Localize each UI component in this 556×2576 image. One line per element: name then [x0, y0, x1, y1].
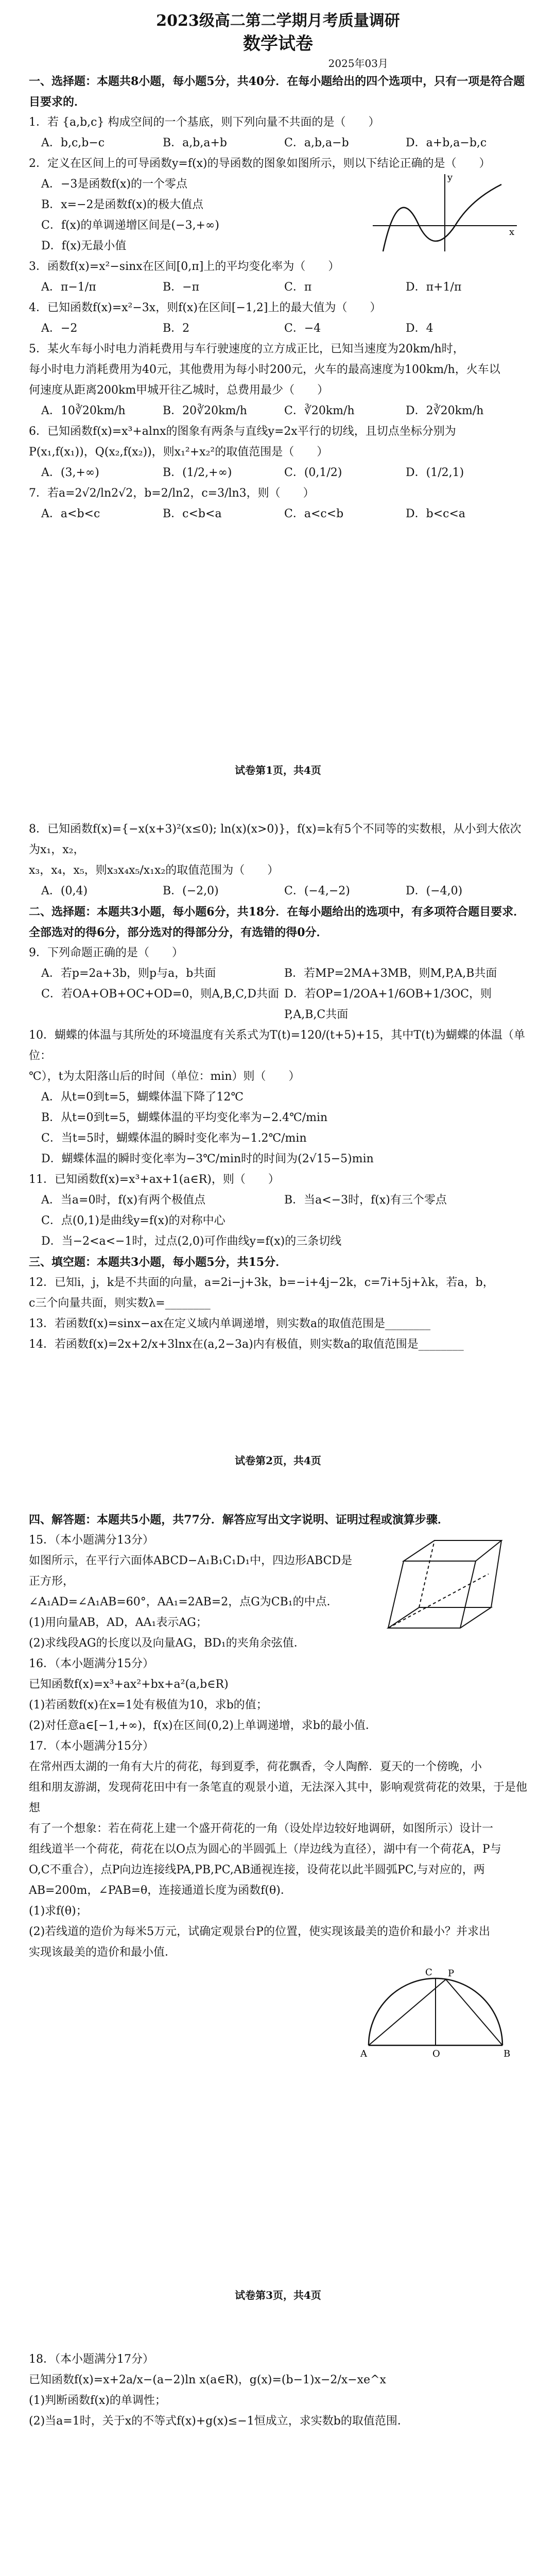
- q1-option-d: D．a+b,a−b,c: [406, 137, 487, 149]
- q15-line-2: ∠A₁AD=∠A₁AB=60°，AA₁=2AB=2，点G为CB₁的中点．: [29, 1596, 338, 1608]
- q9-option-c: C．若OA+OB+OC+OD=0，则A,B,C,D共面: [41, 988, 279, 1001]
- q3-option-a: A．π−1/π: [41, 281, 96, 294]
- page-2-footer: 试卷第2页，共4页: [235, 1454, 321, 1467]
- x-axis-label: x: [509, 227, 515, 238]
- q9-option-b: B．若MP=2MA+3MB，则M,P,A,B共面: [284, 967, 497, 980]
- q3-option-d: D．π+1/π: [406, 281, 462, 294]
- q6-option-d: D．(1/2,1): [406, 466, 464, 479]
- q6-option-c: C．(0,1/2): [284, 466, 342, 479]
- q1-option-c: C．a,b,a−b: [284, 137, 349, 149]
- q6-option-a: A．(3,+∞): [41, 466, 99, 479]
- q10-option-b: B．从t=0到t=5，蝴蝶体温的平均变化率为−2.4℃/min: [41, 1111, 328, 1124]
- exam-subtitle: 数学试卷: [243, 33, 313, 54]
- q1-option-a: A．b,c,b−c: [41, 137, 105, 149]
- q16-heading: 16．（本小题满分15分）: [29, 1657, 154, 1670]
- q3-options: [29, 277, 527, 298]
- exam-date: 2025年03月: [328, 57, 388, 70]
- q13-stem: 13．若函数f(x)=sinx−ax在定义域内单调递增，则实数a的取值范围是________: [29, 1317, 431, 1330]
- page-1-footer: 试卷第1页，共4页: [235, 764, 321, 776]
- q17-part-1: (1)求f(θ)；: [29, 1905, 88, 1918]
- page-3: [0, 1510, 556, 2061]
- label-c: C: [425, 1967, 432, 1978]
- edge-dd1: [419, 1540, 435, 1607]
- q17-heading: 17．（本小题满分15分）: [29, 1740, 154, 1753]
- q18-part-2: (2)当a=1时，关于x的不等式f(x)+g(x)≤−1恒成立，求实数b的取值范围．: [29, 2415, 409, 2428]
- q1-option-b: B．a,b,a+b: [163, 137, 227, 149]
- q9-options-row-2: [29, 984, 527, 1025]
- q10-stem-line-1: 10．蝴蝶的体温与其所处的环境温度有关系式为T(t)=120/(t+5)+15，其中T(t)为蝴蝶的体温（单位：: [29, 1029, 526, 1062]
- label-o: O: [432, 2048, 440, 2059]
- exam-title: 2023级高二第二学期月考质量调研: [156, 12, 400, 30]
- q9-stem: 9．下列命题正确的是（ ）: [29, 946, 183, 959]
- q8-option-d: D．(−4,0): [406, 885, 463, 897]
- q8-option-b: B．(−2,0): [163, 885, 219, 897]
- q5-stem-line-1: 5．某火车每小时电力消耗费用与车行驶速度的立方成正比，已知当速度为20km/h时，: [29, 343, 464, 355]
- derivative-curve: [383, 184, 501, 251]
- q17-line-3: 有了一个想象：若在荷花上建一个盛开荷花的一角（设处岸边较好地调研，如图所示）设计一: [29, 1822, 494, 1835]
- q16-stem: 已知函数f(x)=x³+ax²+bx+a²(a,b∈R): [29, 1678, 229, 1691]
- label-b: B: [503, 2048, 511, 2059]
- q6-stem-line-2: P(x₁,f(x₁))，Q(x₂,f(x₂))，则x₁²+x₂²的取值范围是（ ）: [29, 446, 328, 459]
- q8-stem-line-2: x₃，x₄，x₅，则x₃x₄x₅/x₁x₂的取值范围为（ ）: [29, 864, 279, 877]
- section-2-heading: 二、选择题：本题共3小题，每小题6分，共18分．在每小题给出的选项中，有多项符合题目要求．全部选对的得6分，部分选对的得部分分，有选错的得0分．: [29, 905, 525, 939]
- edge-aa1: [388, 1561, 404, 1628]
- q10-option-a: A．从t=0到t=5，蝴蝶体温下降了12℃: [41, 1091, 244, 1104]
- q17-line-1: 在常州西太湖的一角有大片的荷花，每到夏季，荷花飘香，令人陶醉．夏天的一个傍晚，小: [29, 1760, 482, 1773]
- q10-stem-line-2: ℃），t为太阳落山后的时间（单位：min）则（ ）: [29, 1070, 300, 1083]
- q18-heading: 18．（本小题满分17分）: [29, 2353, 154, 2366]
- q4-option-b: B．2: [163, 322, 190, 335]
- q16-part-2: (2)对任意a∈[−1,+∞)，f(x)在区间(0,2)上单调递增，求b的最小值．: [29, 1719, 377, 1732]
- q8-stem-line-1: 8．已知函数f(x)={−x(x+3)²(x≤0); ln(x)(x>0)}，f(x)=k有5个不同等的实数根，从小到大依次为x₁，x₂，: [29, 823, 522, 856]
- q18-stem: 已知函数f(x)=x+2a/x−(a−2)ln x(a∈R)，g(x)=(b−1)x−2/x−xe^x: [29, 2374, 386, 2386]
- q12-stem-line-1: 12．已知i，j，k是不共面的向量，a=2i−j+3k，b=−i+4j−2k，c=7i+5j+λk，若a，b，: [29, 1276, 494, 1289]
- page-1: [0, 10, 556, 524]
- q17-line-5: O,C不重合），点P向边连接线PA,PB,PC,AB通视连接，设荷花以此半圆弧PC,与对应的，两: [29, 1863, 485, 1876]
- q11-option-b: B．当a<−3时，f(x)有三个零点: [284, 1194, 447, 1207]
- base-face: [388, 1607, 491, 1628]
- q17-part-2-line-1: (2)若线道的造价为每米5万元，试确定观景台P的位置，使实现该最美的造价和最小？并求出: [29, 1925, 490, 1938]
- q15-part-2: (2)求线段AG的长度以及向量AG，BD₁的夹角余弦值．: [29, 1637, 305, 1650]
- q10-option-c: C．当t=5时，蝴蝶体温的瞬时变化率为−1.2℃/min: [41, 1132, 307, 1145]
- q15-part-1: (1)用向量AB，AD，AA₁表示AG；: [29, 1616, 207, 1629]
- q8-option-a: A．(0,4): [41, 885, 88, 897]
- q5-stem-line-2: 每小时电力消耗费用为40元，其他费用为每小时200元，火车的最高速度为100km/h，火车以: [29, 363, 500, 376]
- q15-block: [29, 1551, 527, 1654]
- section-4-heading: 四、解答题：本题共5小题，共77分．解答应写出文字说明、证明过程或演算步骤．: [29, 1513, 449, 1527]
- page-2: [0, 819, 556, 1355]
- q17-line-2: 组和朋友游湖，发现荷花田中有一条笔直的观景小道，无法深入其中，影响观赏荷花的效果，于是他想: [29, 1781, 528, 1815]
- q5-option-d: D．2∛20km/h: [406, 404, 484, 417]
- q5-option-a: A．10∛20km/h: [41, 404, 126, 417]
- q18-part-1: (1)判断函数f(x)的单调性；: [29, 2394, 166, 2407]
- q6-option-b: B．(1/2,+∞): [163, 466, 232, 479]
- q4-option-d: D．4: [406, 322, 433, 335]
- q7-option-d: D．b<c<a: [406, 507, 466, 520]
- q1-options: [29, 133, 527, 154]
- q4-stem: 4．已知函数f(x)=x²−3x，则f(x)在区间[−1,2]上的最大值为（ ）: [29, 301, 381, 314]
- q9-options-row-1: [29, 963, 527, 984]
- q10-option-d: D．蝴蝶体温的瞬时变化率为−3℃/min时的时间为(2√15−5)min: [41, 1153, 374, 1165]
- q11-option-c: C．点(0,1)是曲线y=f(x)的对称中心: [41, 1214, 225, 1227]
- label-a: A: [360, 2048, 367, 2059]
- q17-part-2-line-2: 实现该最美的造价和最小值．: [29, 1946, 177, 1959]
- q7-stem: 7．若a=2√2/ln2√2，b=2/ln2，c=3/ln3，则（ ）: [29, 487, 315, 500]
- q7-options: [29, 504, 527, 524]
- q17-line-6: AB=200m，∠PAB=θ，连接通道长度为函数f(θ)．: [29, 1884, 292, 1897]
- q7-option-b: B．c<b<a: [163, 507, 222, 520]
- semicircle-figure: [358, 1963, 513, 2061]
- section-1-heading: 一、选择题：本题共8小题，每小题5分，共40分．在每小题给出的四个选项中，只有一项是符合题目要求的．: [29, 75, 525, 109]
- q11-stem: 11．已知函数f(x)=x³+ax+1(a∈R)，则（ ）: [29, 1173, 280, 1186]
- q5-options: [29, 401, 527, 421]
- q17-line-4: 组线道半一个荷花，荷花在以O点为圆心的半圆弧上（岸边线为直径），湖中有一个荷花A，P与: [29, 1843, 501, 1856]
- top-face: [404, 1540, 501, 1561]
- y-axis-label: y: [447, 172, 453, 183]
- q8-option-c: C．(−4,−2): [284, 885, 350, 897]
- q4-options: [29, 318, 527, 339]
- q4-option-c: C．−4: [284, 322, 321, 335]
- label-p: P: [448, 1968, 455, 1979]
- q11-option-a: A．当a=0时，f(x)有两个极值点: [41, 1194, 206, 1207]
- q5-option-b: B．20∛20km/h: [163, 404, 247, 417]
- q2-option-a: A．−3是函数f(x)的一个零点: [41, 178, 188, 191]
- q5-stem-line-3: 何速度从距离200km甲城开往乙城时，总费用最少（ ）: [29, 384, 329, 397]
- q11-options-row-1: [29, 1190, 527, 1211]
- edge-bb1: [460, 1561, 476, 1628]
- q6-options: [29, 463, 527, 483]
- page-4: [0, 2349, 556, 2576]
- q9-option-a: A．若p=2a+3b，则p与a，b共面: [41, 967, 216, 980]
- q8-options: [29, 881, 527, 902]
- q6-stem-line-1: 6．已知函数f(x)=x³+alnx的图象有两条与直线y=2x平行的切线，且切点坐标分别为: [29, 425, 456, 438]
- page-3-footer: 试卷第3页，共4页: [235, 2289, 321, 2301]
- q7-option-c: C．a<c<b: [284, 507, 344, 520]
- q16-part-1: (1)若函数f(x)在x=1处有极值为10，求b的值；: [29, 1699, 268, 1711]
- q14-stem: 14．若函数f(x)=2x+2/x+3lnx在(a,2−3a)内有极值，则实数a的取值范围是________: [29, 1338, 464, 1351]
- q2-option-d: D．f(x)无最小值: [41, 240, 127, 252]
- segment-ag: [388, 1574, 489, 1628]
- q2-option-b: B．x=−2是函数f(x)的极大值点: [41, 198, 204, 211]
- q11-option-d: D．当−2<a<−1时，过点(2,0)可作曲线y=f(x)的三条切线: [41, 1235, 342, 1248]
- q2-option-c: C．f(x)的单调递增区间是(−3,+∞): [41, 219, 219, 232]
- q15-line-1: 如图所示，在平行六面体ABCD−A₁B₁C₁D₁中，四边形ABCD是正方形，: [29, 1554, 353, 1588]
- q5-option-c: C．∛20km/h: [284, 404, 355, 417]
- q7-option-a: A．a<b<c: [41, 507, 100, 520]
- q3-stem: 3．函数f(x)=x²−sinx在区间[0,π]上的平均变化率为（ ）: [29, 260, 340, 273]
- parallelepiped-edges: [388, 1540, 501, 1628]
- q12-stem-line-2: c三个向量共面，则实数λ=________: [29, 1297, 211, 1310]
- q4-option-a: A．−2: [41, 322, 78, 335]
- q15-heading: 15．（本小题满分13分）: [29, 1534, 154, 1547]
- edge-cc1: [491, 1540, 501, 1607]
- q3-option-b: B．−π: [163, 281, 200, 294]
- q1-stem: 1．若 {a,b,c} 构成空间的一个基底，则下列向量不共面的是（ ）: [29, 116, 380, 129]
- answer-space: [29, 2432, 527, 2576]
- section-3-heading: 三、填空题：本题共3小题，每小题5分，共15分．: [29, 1256, 287, 1269]
- segment-ap: [369, 1979, 446, 2045]
- q2-options-block: [29, 174, 527, 257]
- derivative-graph-figure: [368, 169, 522, 257]
- q9-option-d: D．若OP=1/2OA+1/6OB+1/3OC，则P,A,B,C共面: [284, 988, 492, 1021]
- parallelepiped-figure: [378, 1530, 507, 1643]
- q3-option-c: C．π: [284, 281, 312, 294]
- q2-stem: 2．定义在区间上的可导函数y=f(x)的导函数的图象如图所示，则以下结论正确的是（ ）: [29, 157, 491, 170]
